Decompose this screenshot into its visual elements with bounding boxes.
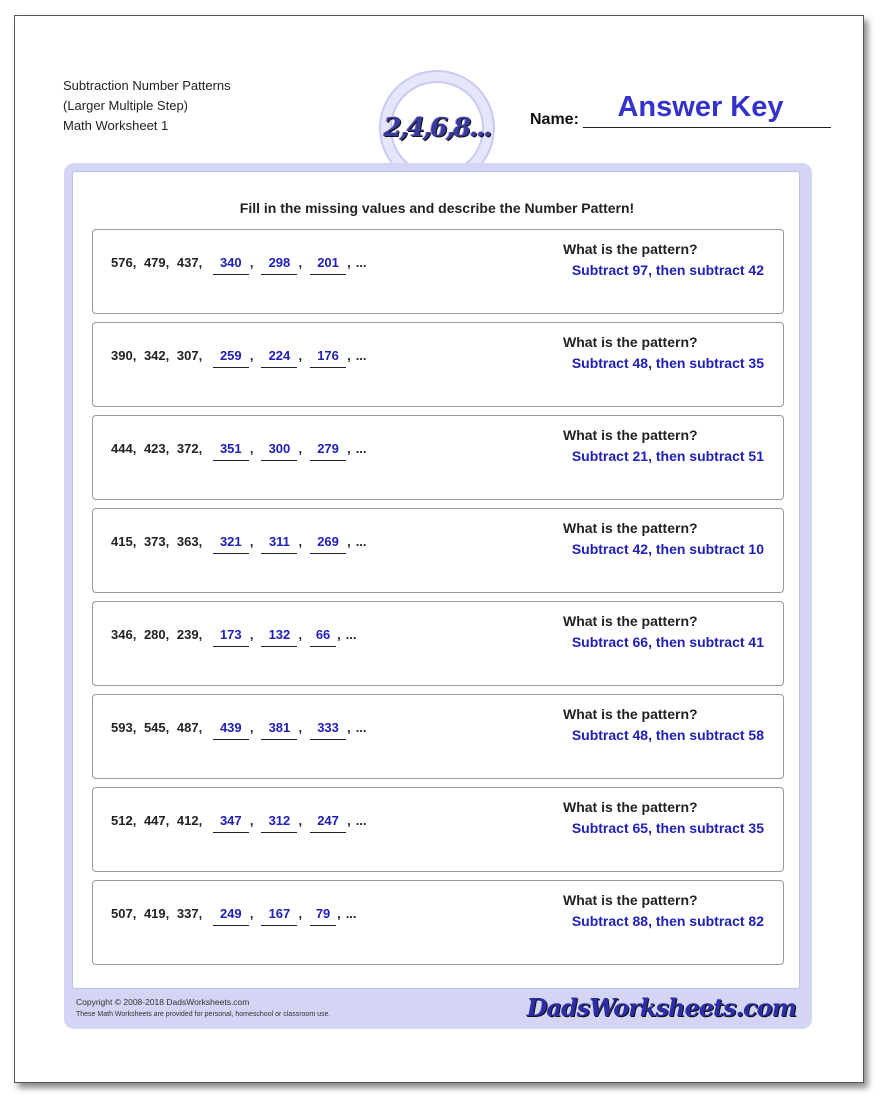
number-sequence	[111, 627, 357, 647]
number-sequence	[111, 534, 367, 554]
answer-blank[interactable]: 132	[261, 627, 297, 647]
given-number: 447,	[143, 813, 170, 828]
pattern-question: What is the pattern?	[563, 613, 698, 629]
separator: ,	[298, 906, 303, 921]
pattern-answer: Subtract 88, then subtract 82	[571, 913, 764, 929]
answer-blank[interactable]: 439	[213, 720, 249, 740]
usage-note: These Math Worksheets are provided for personal, homeschool or classroom use.	[76, 1011, 331, 1018]
pattern-answer: Subtract 48, then subtract 58	[571, 727, 764, 743]
separator: ,	[347, 441, 351, 456]
separator: ,	[298, 534, 303, 549]
separator: ,	[249, 627, 254, 642]
given-number: 437,	[176, 255, 203, 270]
answer-blank[interactable]: 347	[213, 813, 249, 833]
copyright-text: Copyright © 2008-2018 DadsWorksheets.com	[76, 997, 250, 1007]
given-number: 307,	[176, 348, 203, 363]
ellipsis: ...	[355, 813, 367, 828]
given-number: 363,	[176, 534, 203, 549]
pattern-answer: Subtract 97, then subtract 42	[571, 262, 764, 278]
separator: ,	[347, 720, 351, 735]
separator: ,	[347, 348, 351, 363]
pattern-question: What is the pattern?	[563, 427, 698, 443]
answer-key-heading: Answer Key	[617, 91, 784, 123]
separator: ,	[298, 627, 303, 642]
given-number: 346,	[111, 627, 137, 642]
given-number: 390,	[111, 348, 137, 363]
given-number: 337,	[176, 906, 203, 921]
answer-blank[interactable]: 321	[213, 534, 249, 554]
answer-blank[interactable]: 224	[261, 348, 297, 368]
answer-blank[interactable]: 351	[213, 441, 249, 461]
separator: ,	[298, 720, 303, 735]
pattern-answer: Subtract 48, then subtract 35	[571, 355, 764, 371]
separator: ,	[298, 441, 303, 456]
given-number: 444,	[111, 441, 137, 456]
instruction-text: Fill in the missing values and describe the Number Pattern!	[239, 200, 635, 216]
separator: ,	[337, 906, 341, 921]
pattern-question: What is the pattern?	[563, 799, 698, 815]
problem-row	[92, 880, 784, 965]
ellipsis: ...	[345, 906, 357, 921]
answer-blank[interactable]: 311	[261, 534, 297, 554]
problem-row	[92, 694, 784, 779]
pattern-question: What is the pattern?	[563, 334, 698, 350]
title-line-3: Math Worksheet 1	[63, 118, 169, 133]
ellipsis: ...	[355, 255, 367, 270]
answer-blank[interactable]: 201	[310, 255, 346, 275]
problem-row	[92, 787, 784, 872]
answer-blank[interactable]: 340	[213, 255, 249, 275]
answer-blank[interactable]: 176	[310, 348, 346, 368]
problems-frame	[64, 163, 812, 1029]
given-number: 239,	[176, 627, 203, 642]
title-line-2: (Larger Multiple Step)	[63, 98, 188, 113]
given-number: 512,	[111, 813, 137, 828]
given-number: 342,	[143, 348, 170, 363]
separator: ,	[249, 534, 254, 549]
separator: ,	[298, 348, 303, 363]
answer-blank[interactable]: 298	[261, 255, 297, 275]
problem-row	[92, 415, 784, 500]
separator: ,	[298, 255, 303, 270]
answer-blank[interactable]: 279	[310, 441, 346, 461]
problems-panel	[72, 171, 800, 989]
pattern-question: What is the pattern?	[563, 706, 698, 722]
given-number: 479,	[143, 255, 170, 270]
badge-logo-text: 2,4,6,8...	[383, 113, 491, 143]
ellipsis: ...	[355, 534, 367, 549]
separator: ,	[337, 627, 341, 642]
separator: ,	[347, 534, 351, 549]
given-number: 576,	[111, 255, 137, 270]
answer-blank[interactable]: 259	[213, 348, 249, 368]
answer-blank[interactable]: 79	[310, 906, 336, 926]
answer-blank[interactable]: 173	[213, 627, 249, 647]
pattern-answer: Subtract 21, then subtract 51	[571, 448, 764, 464]
worksheet-title	[63, 76, 231, 136]
separator: ,	[249, 906, 254, 921]
name-line	[583, 127, 831, 128]
ellipsis: ...	[355, 720, 367, 735]
pattern-question: What is the pattern?	[563, 892, 698, 908]
problem-row	[92, 322, 784, 407]
given-number: 373,	[143, 534, 170, 549]
ellipsis: ...	[355, 441, 367, 456]
pattern-answer: Subtract 66, then subtract 41	[571, 634, 764, 650]
pattern-question: What is the pattern?	[563, 520, 698, 536]
answer-blank[interactable]: 249	[213, 906, 249, 926]
pattern-answer: Subtract 42, then subtract 10	[571, 541, 764, 557]
problem-row	[92, 601, 784, 686]
separator: ,	[249, 813, 254, 828]
number-sequence	[111, 720, 367, 740]
given-number: 487,	[176, 720, 203, 735]
given-number: 372,	[176, 441, 203, 456]
ellipsis: ...	[345, 627, 357, 642]
problem-row	[92, 508, 784, 593]
answer-blank[interactable]: 247	[310, 813, 346, 833]
given-number: 423,	[143, 441, 170, 456]
given-number: 593,	[111, 720, 137, 735]
ellipsis: ...	[355, 348, 367, 363]
number-sequence	[111, 348, 367, 368]
answer-blank[interactable]: 333	[310, 720, 346, 740]
separator: ,	[347, 255, 351, 270]
separator: ,	[249, 348, 254, 363]
separator: ,	[298, 813, 303, 828]
problem-row	[92, 229, 784, 314]
given-number: 280,	[143, 627, 170, 642]
separator: ,	[249, 441, 254, 456]
given-number: 507,	[111, 906, 137, 921]
pattern-question: What is the pattern?	[563, 241, 698, 257]
separator: ,	[249, 255, 254, 270]
answer-blank[interactable]: 381	[261, 720, 297, 740]
title-line-1: Subtraction Number Patterns	[63, 78, 231, 93]
answer-blank[interactable]: 312	[261, 813, 297, 833]
number-sequence	[111, 255, 367, 275]
answer-blank[interactable]: 167	[261, 906, 297, 926]
pattern-answer: Subtract 65, then subtract 35	[571, 820, 764, 836]
name-label: Name:	[530, 111, 579, 128]
number-sequence	[111, 813, 367, 833]
separator: ,	[347, 813, 351, 828]
answer-blank[interactable]: 66	[310, 627, 336, 647]
dadsworksheets-logo: DadsWorksheets.com	[526, 993, 796, 1022]
given-number: 415,	[111, 534, 137, 549]
number-sequence	[111, 441, 367, 461]
given-number: 419,	[143, 906, 170, 921]
given-number: 412,	[176, 813, 203, 828]
given-number: 545,	[143, 720, 170, 735]
answer-blank[interactable]: 269	[310, 534, 346, 554]
answer-blank[interactable]: 300	[261, 441, 297, 461]
badge-inner	[383, 81, 491, 175]
number-sequence	[111, 906, 357, 926]
separator: ,	[249, 720, 254, 735]
